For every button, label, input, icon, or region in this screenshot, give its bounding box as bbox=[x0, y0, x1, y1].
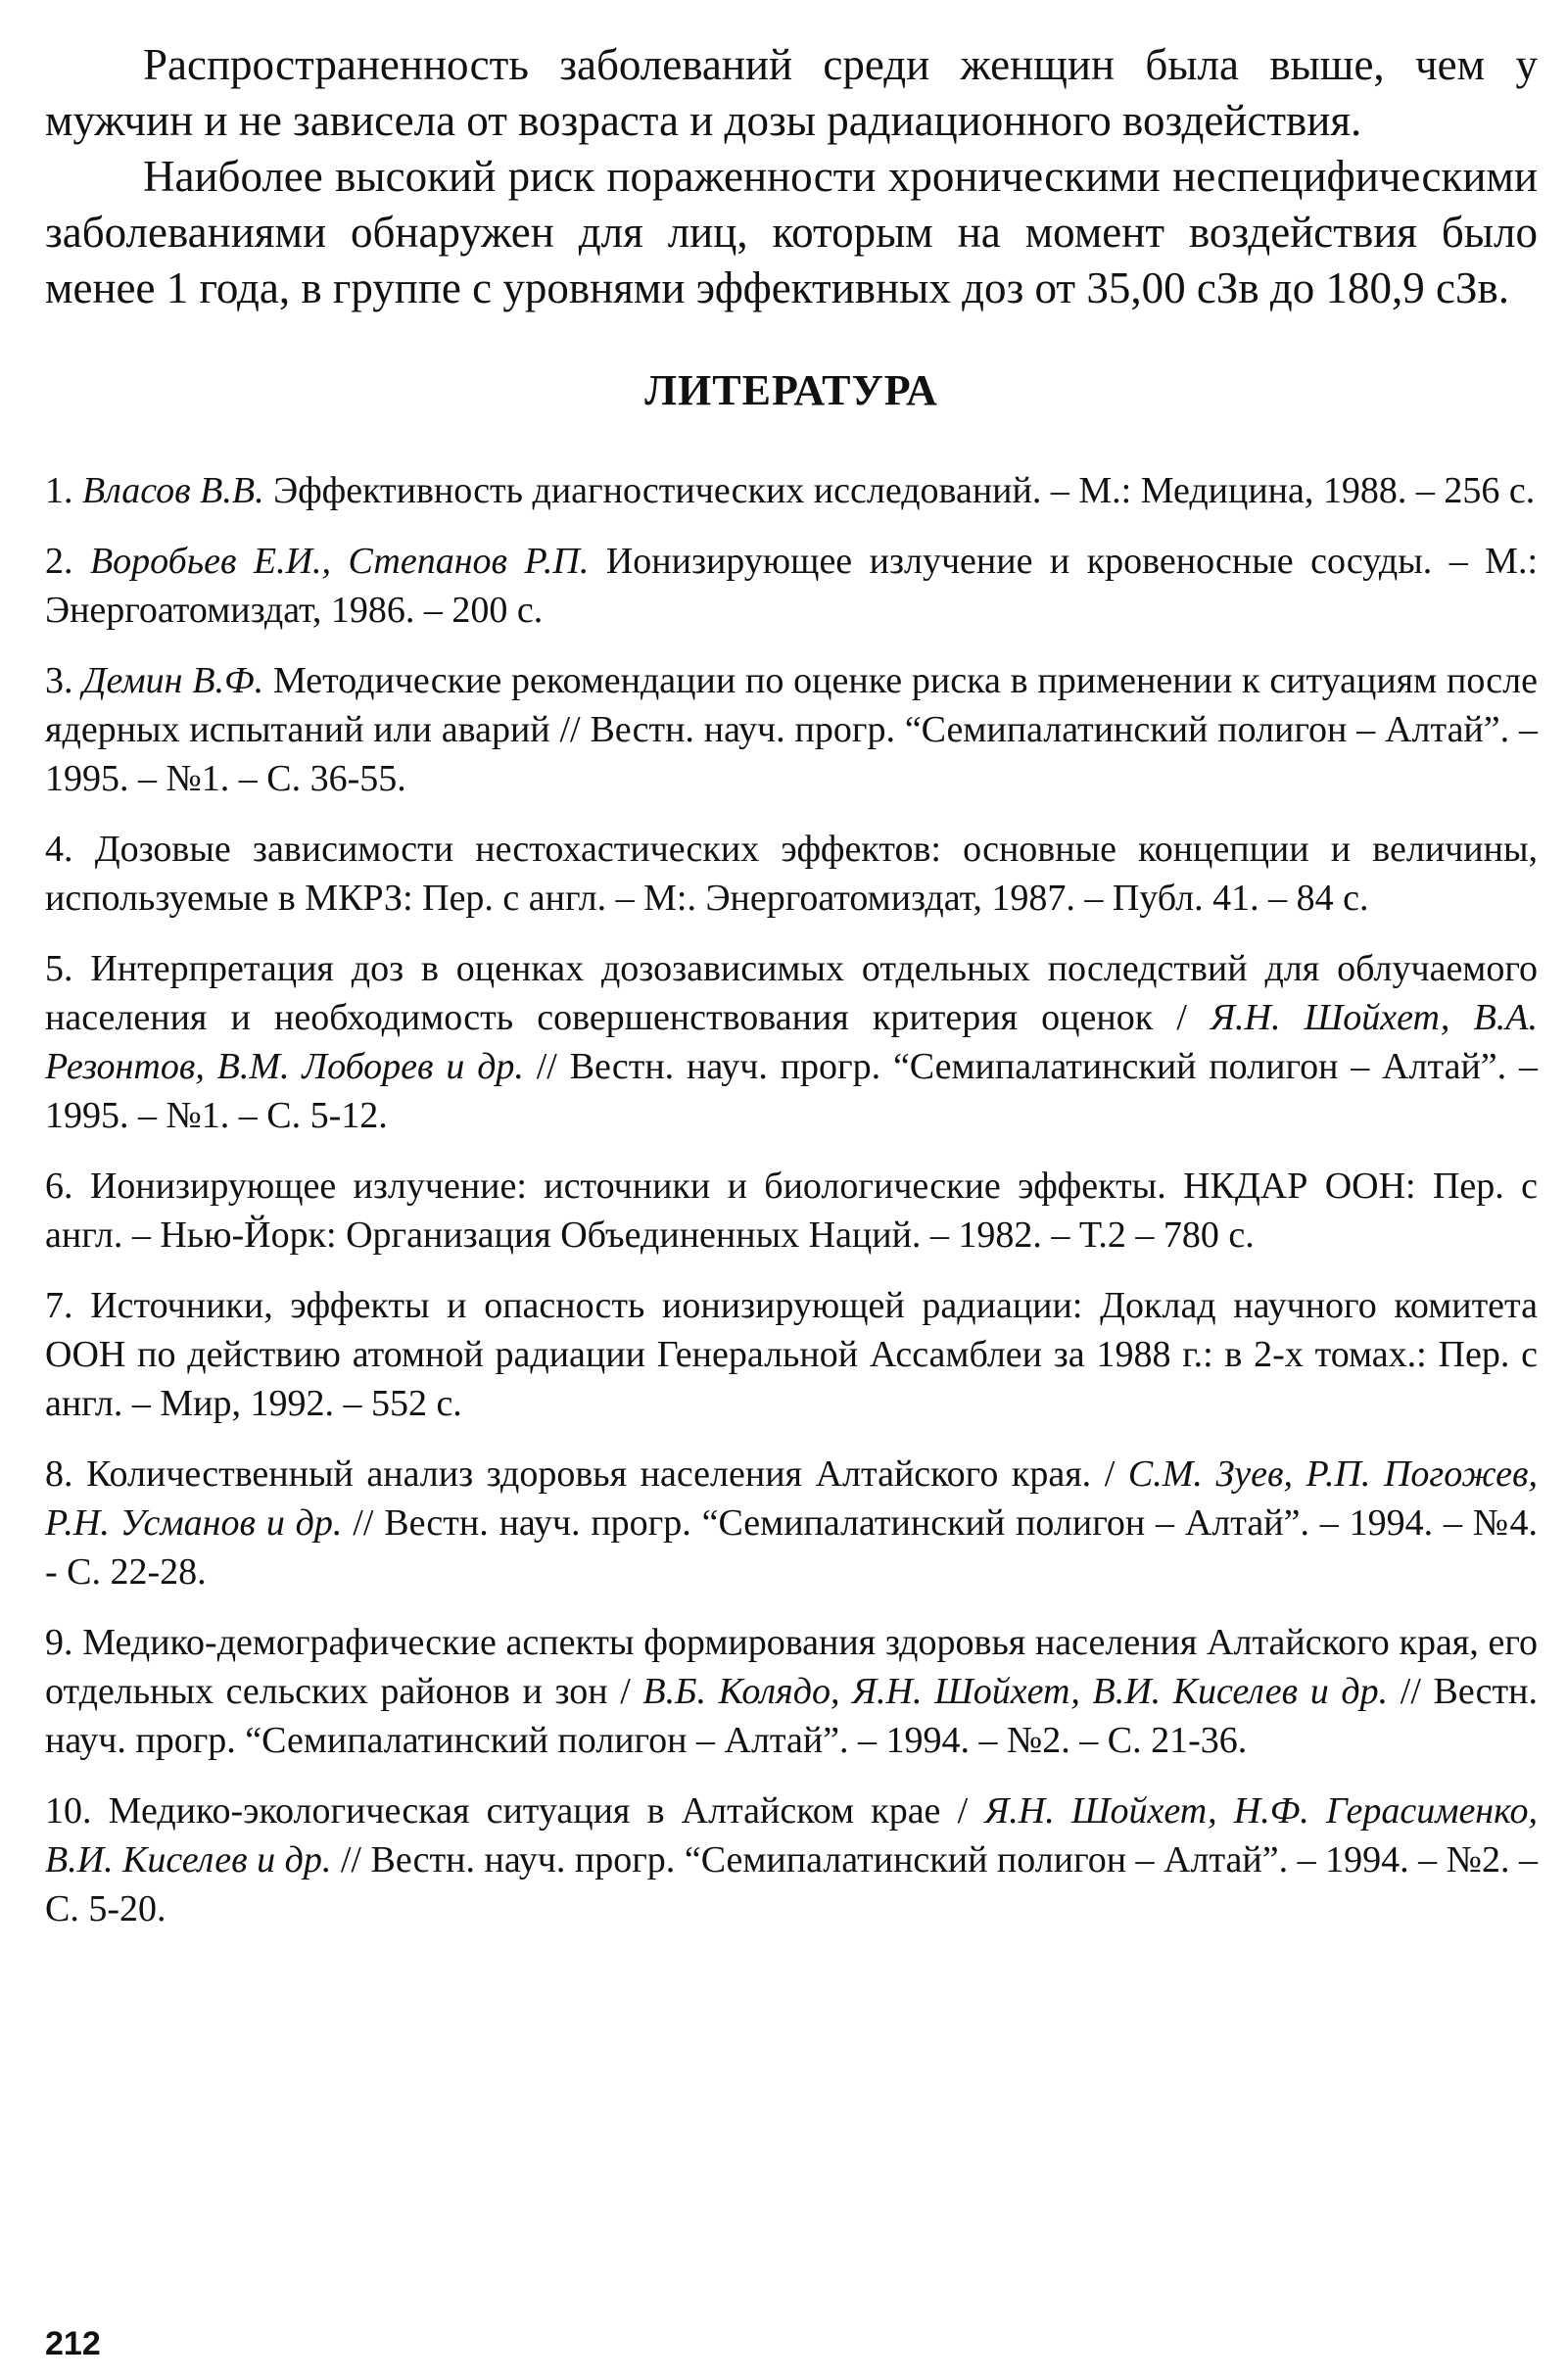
reference-text: Источники, эффекты и опасность ионизирующей радиации: Доклад научного комитета ООН по действию атомной радиации Генеральной Ассамблеи за 1988 г.: в 2-х томах.: Пер. с англ. – Мир, 1992. – 552 с. bbox=[45, 1285, 1538, 1424]
reference-source: // Вестн. науч. прогр. “Семипалатинский полигон – Алтай”. – 1995. – №1. – С. 5-12. bbox=[45, 1046, 1538, 1136]
reference-authors: Я.Н. Шойхет, В.А. Резонтов, В.М. Лоборев и др. bbox=[45, 997, 1539, 1087]
reference-text: Медико-демографические аспекты формирования здоровья населения Алтайского края, его отдельных сельских районов и зон / bbox=[45, 1622, 1538, 1712]
reference-item bbox=[45, 537, 1538, 635]
reference-authors: Власов В.В. bbox=[82, 470, 264, 511]
reference-text: Методические рекомендации по оценке риска в применении к ситуациям после ядерных испытаний или аварий // Вестн. науч. прогр. “Семипалатинский полигон – Алтай”. – 1995. – №1. – С. 36-55. bbox=[45, 660, 1538, 799]
body-paragraph-1: Распространенность заболеваний среди женщин была выше, чем у мужчин и не зависела от возраста и дозы радиационного воздействия. bbox=[45, 40, 1538, 145]
reference-text: Ионизирующее излучение и кровеносные сосуды. – М.: Энергоатомиздат, 1986. – 200 с. bbox=[45, 541, 1539, 631]
reference-source: // Вестн. науч. прогр. “Семипалатинский полигон – Алтай”. – 1994. – №2. – С. 5-20. bbox=[45, 1839, 1538, 1929]
reference-text: Ионизирующее излучение: источники и биологические эффекты. НКДАР ООН: Пер. с англ. – Нью-Йорк: Организация Объединенных Наций. – 1982. – Т.2 – 780 с. bbox=[45, 1166, 1538, 1256]
reference-item bbox=[45, 1618, 1538, 1765]
reference-text: Медико-экологическая ситуация в Алтайском крае / bbox=[91, 1790, 985, 1832]
reference-number: 10. bbox=[45, 1790, 92, 1832]
page-content bbox=[45, 37, 1538, 1955]
reference-source: // Вестн. науч. прогр. “Семипалатинский полигон – Алтай”. – 1994. – №4. - С. 22-28. bbox=[45, 1502, 1539, 1593]
reference-text: Дозовые зависимости нестохастических эффектов: основные концепции и величины, используемые в МКРЗ: Пер. с англ. – М:. Энергоатомиздат, 1987. – Публ. 41. – 84 с. bbox=[45, 829, 1538, 919]
page-number: 212 bbox=[45, 2325, 101, 2362]
reference-number: 1. bbox=[45, 470, 73, 511]
reference-item bbox=[45, 1281, 1538, 1428]
reference-text: Интерпретация доз в оценках дозозависимых отдельных последствий для облучаемого населения и необходимость совершенствования критерия оценок / bbox=[45, 948, 1538, 1038]
reference-item bbox=[45, 466, 1538, 515]
reference-item bbox=[45, 944, 1538, 1140]
reference-number: 5. bbox=[45, 948, 73, 989]
body-paragraph-2: Наиболее высокий риск пораженности хроническими неспецифическими заболеваниями обнаружен для лиц, которым на момент воздействия было менее 1 года, в группе с уровнями эффективных доз от 35,00 сЗв до 180,9 сЗв. bbox=[45, 152, 1538, 312]
reference-number: 3. bbox=[45, 660, 73, 701]
reference-number: 6. bbox=[45, 1166, 73, 1207]
reference-authors: Воробьев Е.И., Степанов Р.П. bbox=[89, 541, 590, 582]
reference-item bbox=[45, 656, 1538, 803]
reference-authors: Демин В.Ф. bbox=[82, 660, 264, 701]
reference-authors: Я.Н. Шойхет, Н.Ф. Герасименко, В.И. Киселев и др. bbox=[45, 1790, 1538, 1880]
reference-number: 7. bbox=[45, 1285, 73, 1326]
reference-number: 4. bbox=[45, 829, 73, 870]
reference-item bbox=[45, 825, 1538, 923]
references-list bbox=[45, 466, 1538, 1933]
reference-number: 9. bbox=[45, 1622, 73, 1663]
reference-text: Эффективность диагностических исследований. – М.: Медицина, 1988. – 256 с. bbox=[263, 470, 1536, 511]
reference-authors: В.Б. Колядо, Я.Н. Шойхет, В.И. Киселев и др. bbox=[642, 1671, 1389, 1712]
reference-item bbox=[45, 1450, 1538, 1596]
reference-authors: С.М. Зуев, Р.П. Погожев, Р.Н. Усманов и др. bbox=[45, 1453, 1538, 1544]
reference-number: 8. bbox=[45, 1453, 73, 1495]
reference-source: // Вестн. науч. прогр. “Семипалатинский полигон – Алтай”. – 1994. – №2. – С. 21-36. bbox=[45, 1671, 1538, 1761]
references-heading: ЛИТЕРАТУРА bbox=[644, 366, 938, 414]
reference-item bbox=[45, 1162, 1538, 1260]
reference-item bbox=[45, 1786, 1538, 1933]
reference-number: 2. bbox=[45, 541, 73, 582]
reference-text: Количественный анализ здоровья населения Алтайского края. / bbox=[72, 1453, 1128, 1495]
